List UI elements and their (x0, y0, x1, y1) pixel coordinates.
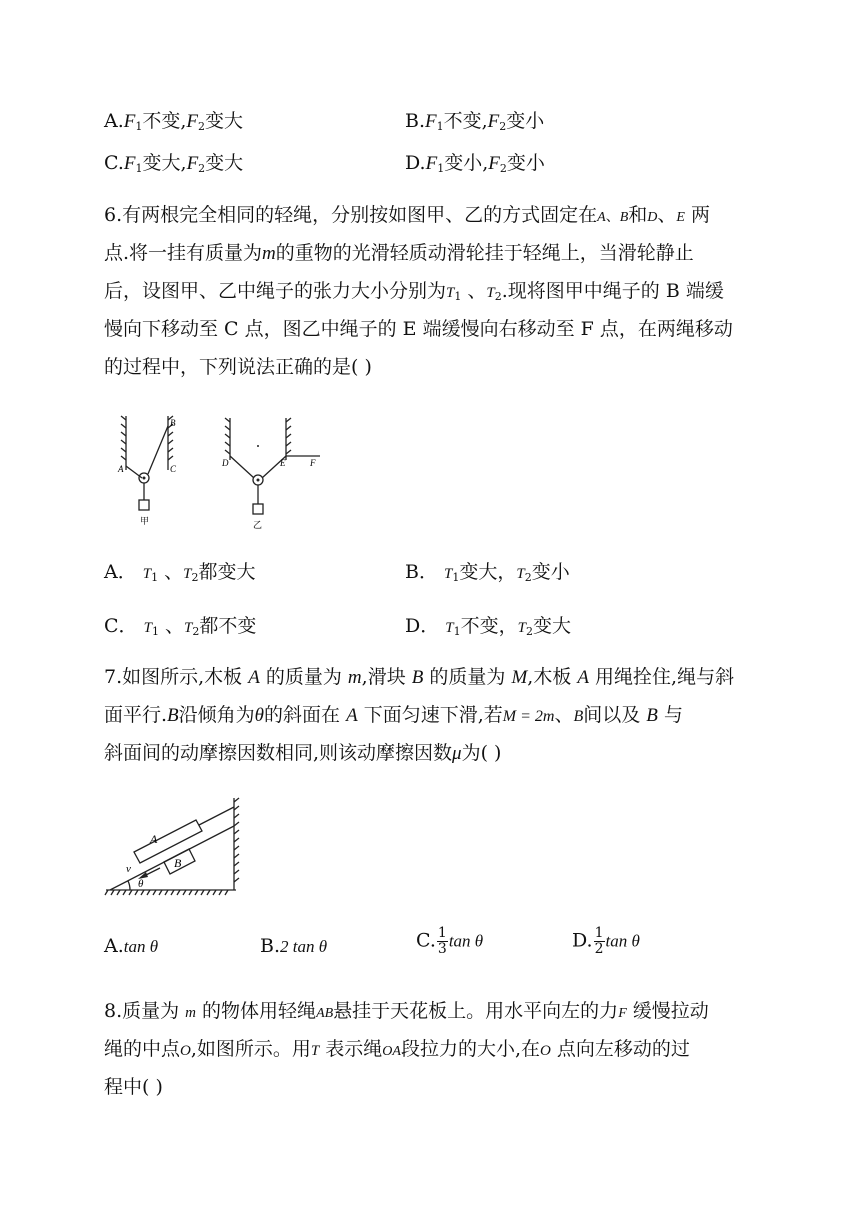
q5-option-c: $C.F_1$变大$,F_2$变大 (104, 152, 244, 175)
q5-option-b: $B.F_1$不变$,F_2$变小 (405, 110, 545, 133)
svg-text:D: D (222, 458, 229, 468)
q6-option-c: C． $T_1$ 、$T_2$都不变 (104, 615, 257, 638)
q7-option-d: D. $\frac{1}{2}$ tan θ (572, 925, 640, 957)
svg-text:E: E (280, 458, 286, 468)
q6-stem: 6.有两根完全相同的轻绳，分别按如图甲、乙的方式固定在A、B和D、E 两 点.将一挂有质量为m的重物的光滑轻质动滑轮挂于轻绳上，当滑轮静止 后，设图甲、乙中绳子的张力大小分别为$T_1$ 、$T_2$.现将图甲中绳子的 B 端缓 慢向下移动至 C 点，图乙中绳子的 E 端缓慢向右移动至 F 点，在两绳移动 的过程中，下列说法正确的是( ) (104, 204, 733, 378)
svg-text:A: A (118, 464, 124, 474)
svg-text:甲: 甲 (140, 516, 150, 526)
q7-option-a: A.tan θ (104, 935, 159, 957)
q6-figure (104, 408, 326, 532)
q6-option-b: B． $T_1$变大，$T_2$变小 (405, 561, 570, 584)
q5-option-d: $D.F_1$变小$,F_2$变小 (405, 152, 545, 175)
f1-symbol: F (123, 111, 136, 132)
fraction-one-half: $\frac{1}{2}$ (594, 925, 604, 957)
q7-figure (104, 796, 244, 898)
fraction-one-third: $\frac{1}{3}$ (437, 925, 447, 957)
svg-text:B: B (170, 418, 176, 428)
svg-text:B: B (174, 856, 182, 870)
q7-stem: 7.如图所示,木板 A 的质量为 m,滑块 B 的质量为 M,木板 A 用绳拴住,绳与斜 面平行.B沿倾角为θ的斜面在 A 下面匀速下滑,若M = 2m、B间以及 B 与 斜面间的动摩擦因数相同,则该动摩擦因数μ为( ) (104, 666, 735, 764)
svg-text:C: C (170, 464, 177, 474)
q5-option-a: $A.F_1$不变$,F_2$变大 (104, 110, 244, 133)
q6-option-a: A． $T_1$ 、$T_2$都变大 (104, 561, 256, 584)
q7-option-c: C. $\frac{1}{3}$ tan θ (416, 925, 484, 957)
svg-text:乙: 乙 (253, 520, 263, 530)
q6-option-d: D． $T_1$不变，$T_2$变大 (405, 615, 571, 638)
svg-text:v: v (126, 863, 131, 875)
q8-stem: 8.质量为 m 的物体用轻绳AB悬挂于天花板上。用水平向左的力F 缓慢拉动 绳的中点O,如图所示。用T 表示绳OA段拉力的大小,在O 点向左移动的过 程中( ) (104, 1000, 709, 1098)
svg-text:A: A (150, 832, 158, 846)
q7-option-b: B.2 tan θ (260, 935, 328, 957)
svg-text:F: F (310, 458, 316, 468)
svg-text:θ: θ (138, 878, 144, 890)
